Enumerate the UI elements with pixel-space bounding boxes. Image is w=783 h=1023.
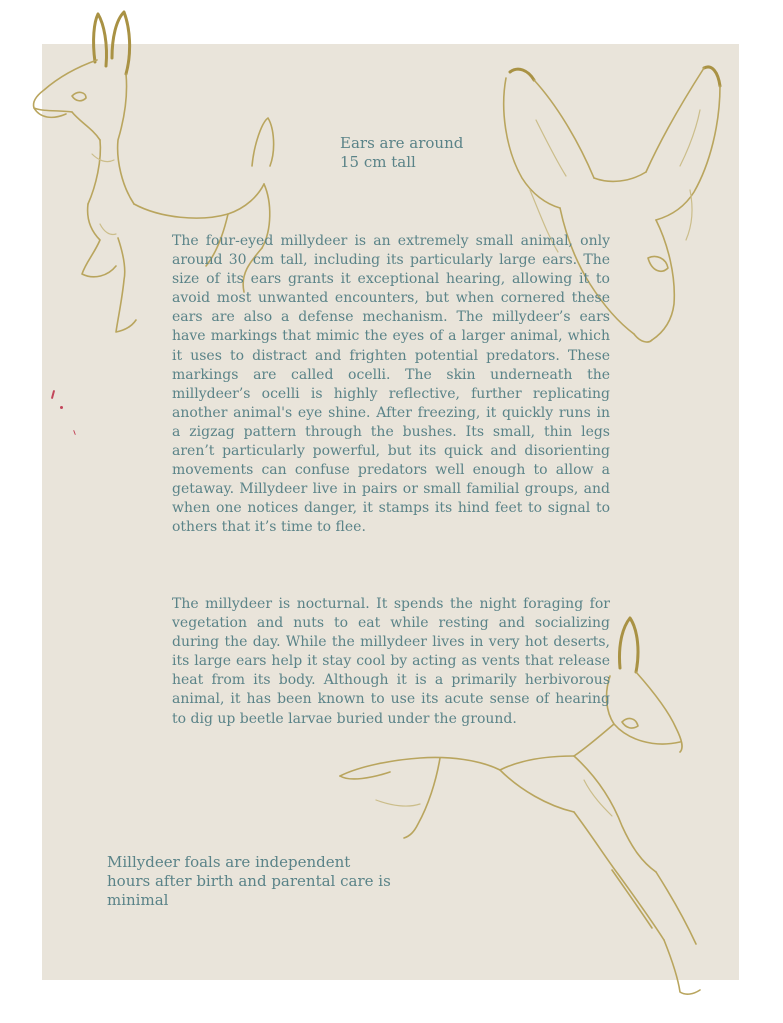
ear-height-caption: Ears are around 15 cm tall xyxy=(340,134,464,171)
ink-speck xyxy=(60,406,63,409)
body-paragraph-2: The millydeer is nocturnal. It spends the night foraging for vegetation and nuts to eat while resting and socializing during the day. While the millydeer lives in very hot deserts, its large ears help it stay cool by acting as vents that release heat from its body. Although it is a primarily herbivorous animal, it has been known to use its acute sense of hearing to dig up beetle larvae buried under the ground. xyxy=(172,596,610,727)
body-paragraph-1: The four-eyed millydeer is an extremely small animal, only around 30 cm tall, including its particularly large ears. The size of its ears grants it exceptional hearing, allowing it to avoid most unwanted encounters, but when cornered these ears are also a defense mechanism. The millydeer’s ears have markings that mimic the eyes of a larger animal, which it uses to distract and frighten potential predators. These markings are called ocelli. The skin underneath the millydeer’s ocelli is highly reflective, further replicating another animal's eye shine. After freezing, it quickly runs in a zigzag pattern through the bushes. Its small, thin legs aren’t particularly powerful, but its quick and disorienting movements can confuse predators well enough to allow a getaway. Millydeer live in pairs or small familial groups, and when one notices danger, it stamps its hind feet to signal to others that it’s time to flee. xyxy=(172,233,610,536)
foals-caption: Millydeer foals are independent hours after birth and parental care is minimal xyxy=(107,853,391,909)
